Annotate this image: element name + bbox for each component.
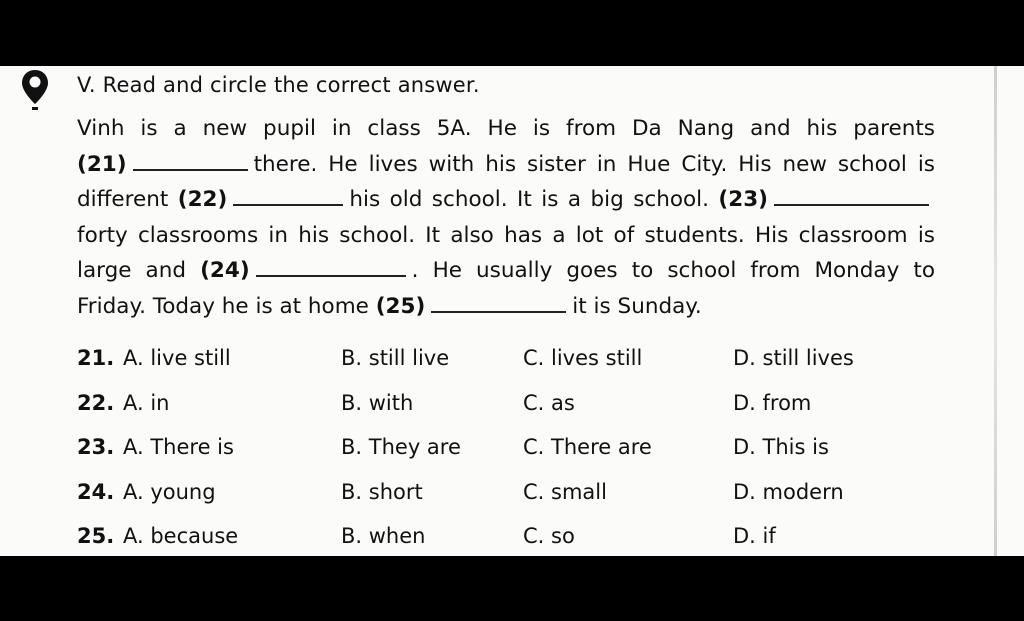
option-25-d[interactable]: D. if <box>733 524 776 548</box>
gap-number-21: (21) <box>77 151 127 177</box>
gap-number-23: (23) <box>718 187 768 212</box>
option-22-d[interactable]: D. from <box>733 390 812 415</box>
option-23-a[interactable]: A. There is <box>123 435 234 459</box>
gap-number-25: (25) <box>375 293 426 319</box>
option-25-c[interactable]: C. so <box>523 524 575 548</box>
option-24-d[interactable]: D. modern <box>733 479 844 504</box>
option-23-b[interactable]: B. They are <box>341 435 461 459</box>
passage-line-6: Friday. Today he is at home (25) it is Sunday. <box>77 293 702 319</box>
question-number: 24. <box>77 479 115 504</box>
question-number: 25. <box>77 524 115 548</box>
passage-line-3: different (22) his old school. It is a big school. (23) <box>77 182 935 218</box>
option-21-a[interactable]: A. live still <box>123 346 231 370</box>
option-23-c[interactable]: C. There are <box>523 435 652 459</box>
gap-number-22: (22) <box>177 187 228 212</box>
option-22-a[interactable]: A. in <box>123 390 170 415</box>
option-21-c[interactable]: C. lives still <box>523 346 643 370</box>
question-number: 21. <box>77 346 115 370</box>
bottom-black-band <box>0 556 1024 621</box>
passage-line-4: forty classrooms in his school. It also has a lot of students. His classroom is <box>77 222 935 248</box>
answer-blank-24[interactable] <box>256 257 406 277</box>
option-24-a[interactable]: A. young <box>123 479 216 504</box>
option-21-b[interactable]: B. still live <box>341 346 450 370</box>
worksheet-page <box>0 66 1024 556</box>
option-24-b[interactable]: B. short <box>341 479 423 504</box>
option-25-a[interactable]: A. because <box>123 524 239 548</box>
question-number: 23. <box>77 435 115 459</box>
section-heading: V. Read and circle the correct answer. <box>77 73 480 97</box>
top-black-band <box>0 0 1024 66</box>
answer-blank-21[interactable] <box>133 151 248 171</box>
option-24-c[interactable]: C. small <box>523 479 607 504</box>
map-pin-icon <box>20 68 50 112</box>
reading-passage <box>77 111 935 324</box>
passage-line-1: Vinh is a new pupil in class 5A. He is from Da Nang and his parents <box>77 116 935 141</box>
answer-blank-25[interactable] <box>431 293 566 313</box>
option-22-c[interactable]: C. as <box>523 390 575 415</box>
answer-blank-22[interactable] <box>233 186 343 206</box>
passage-line-5: large and (24) . He usually goes to school from Monday to <box>77 258 935 283</box>
option-22-b[interactable]: B. with <box>341 390 414 415</box>
answer-blank-23[interactable] <box>774 186 929 206</box>
option-25-b[interactable]: B. when <box>341 524 426 548</box>
option-21-d[interactable]: D. still lives <box>733 346 854 370</box>
passage-line-2: (21) there. He lives with his sister in Hue City. His new school is <box>77 151 935 177</box>
option-23-d[interactable]: D. This is <box>733 435 829 459</box>
question-number: 22. <box>77 390 115 415</box>
page-edge-divider <box>994 66 997 556</box>
gap-number-24: (24) <box>200 258 250 283</box>
